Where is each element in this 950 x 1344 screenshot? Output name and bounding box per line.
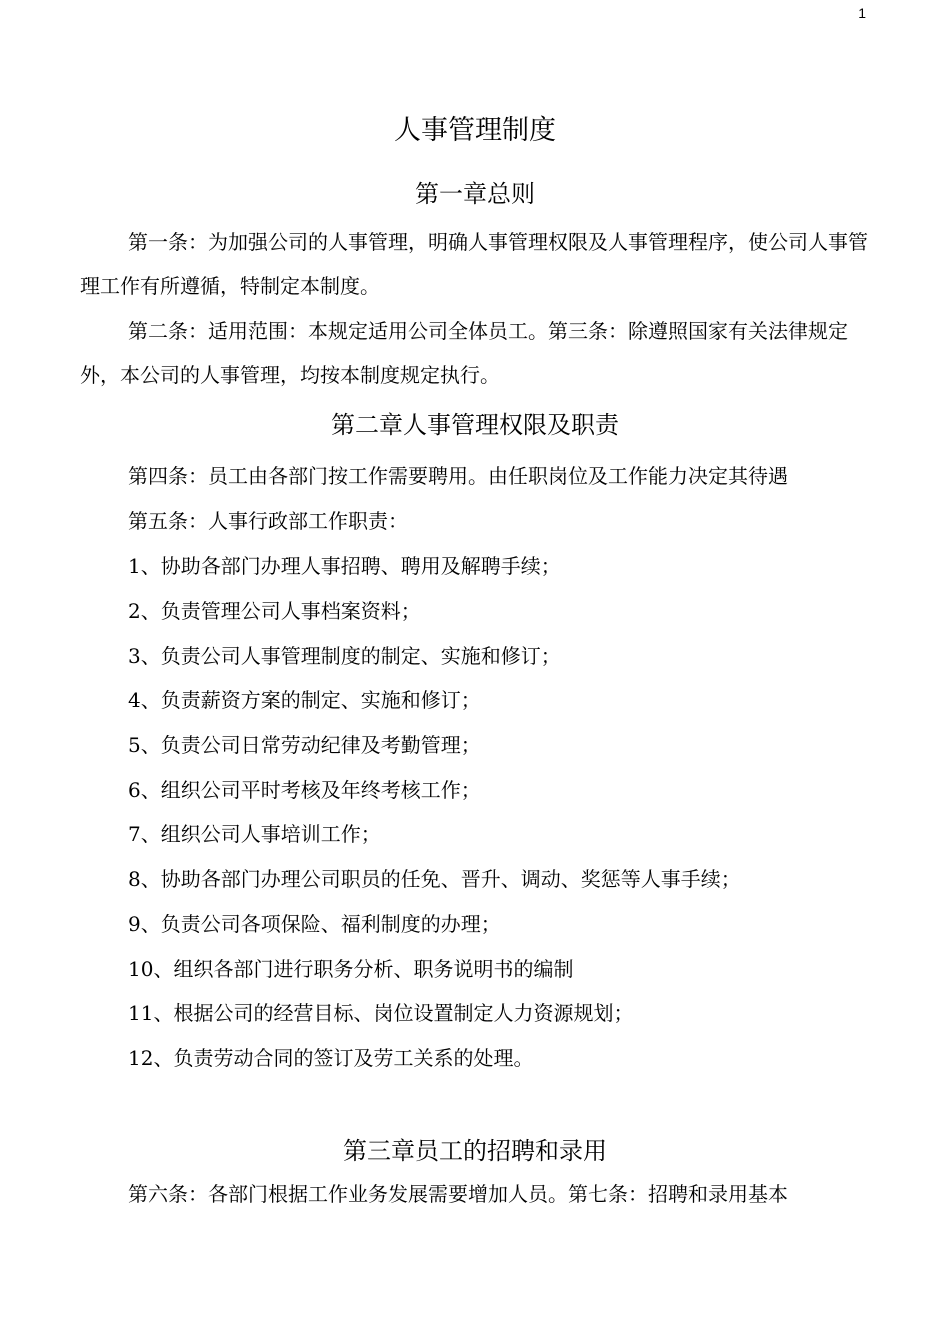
duty-item: 2、负责管理公司人事档案资料； [128, 599, 421, 623]
chapter-2-heading: 第二章人事管理权限及职责 [331, 411, 619, 439]
duty-item: 11、根据公司的经营目标、岗位设置制定人力资源规划； [128, 1001, 634, 1025]
article-2-3-paragraph [80, 309, 880, 397]
duty-item: 10、组织各部门进行职务分析、职务说明书的编制 [128, 957, 574, 981]
article-4-text: 第四条：员工由各部门按工作需要聘用。由任职岗位及工作能力决定其待遇 [128, 464, 788, 488]
page-number: 1 [858, 5, 866, 21]
duty-item: 5、负责公司日常劳动纪律及考勤管理； [128, 733, 481, 757]
article-2-3-text: 第二条：适用范围：本规定适用公司全体员工。第三条：除遵照国家有关法律规定外，本公司的人事管理，均按本制度规定执行。 [80, 319, 848, 387]
duty-item: 1、协助各部门办理人事招聘、聘用及解聘手续； [128, 554, 561, 578]
document-title: 人事管理制度 [394, 115, 556, 146]
duty-item: 3、负责公司人事管理制度的制定、实施和修订； [128, 644, 561, 668]
article-5-text: 第五条：人事行政部工作职责： [128, 509, 408, 533]
duty-item: 4、负责薪资方案的制定、实施和修订； [128, 688, 481, 712]
article-1-text: 第一条：为加强公司的人事管理，明确人事管理权限及人事管理程序，使公司人事管理工作有所遵循，特制定本制度。 [80, 230, 868, 298]
duty-item: 8、协助各部门办理公司职员的任免、晋升、调动、奖惩等人事手续； [128, 867, 741, 891]
chapter-1-heading: 第一章总则 [415, 180, 535, 208]
duty-item: 7、组织公司人事培训工作； [128, 822, 381, 846]
duty-item: 12、负责劳动合同的签订及劳工关系的处理。 [128, 1046, 534, 1070]
chapter-3-heading: 第三章员工的招聘和录用 [343, 1137, 607, 1165]
duty-item: 6、组织公司平时考核及年终考核工作； [128, 778, 481, 802]
duty-item: 9、负责公司各项保险、福利制度的办理； [128, 912, 501, 936]
article-6-7-text: 第六条：各部门根据工作业务发展需要增加人员。第七条：招聘和录用基本 [128, 1182, 788, 1206]
article-1-paragraph [80, 220, 880, 308]
